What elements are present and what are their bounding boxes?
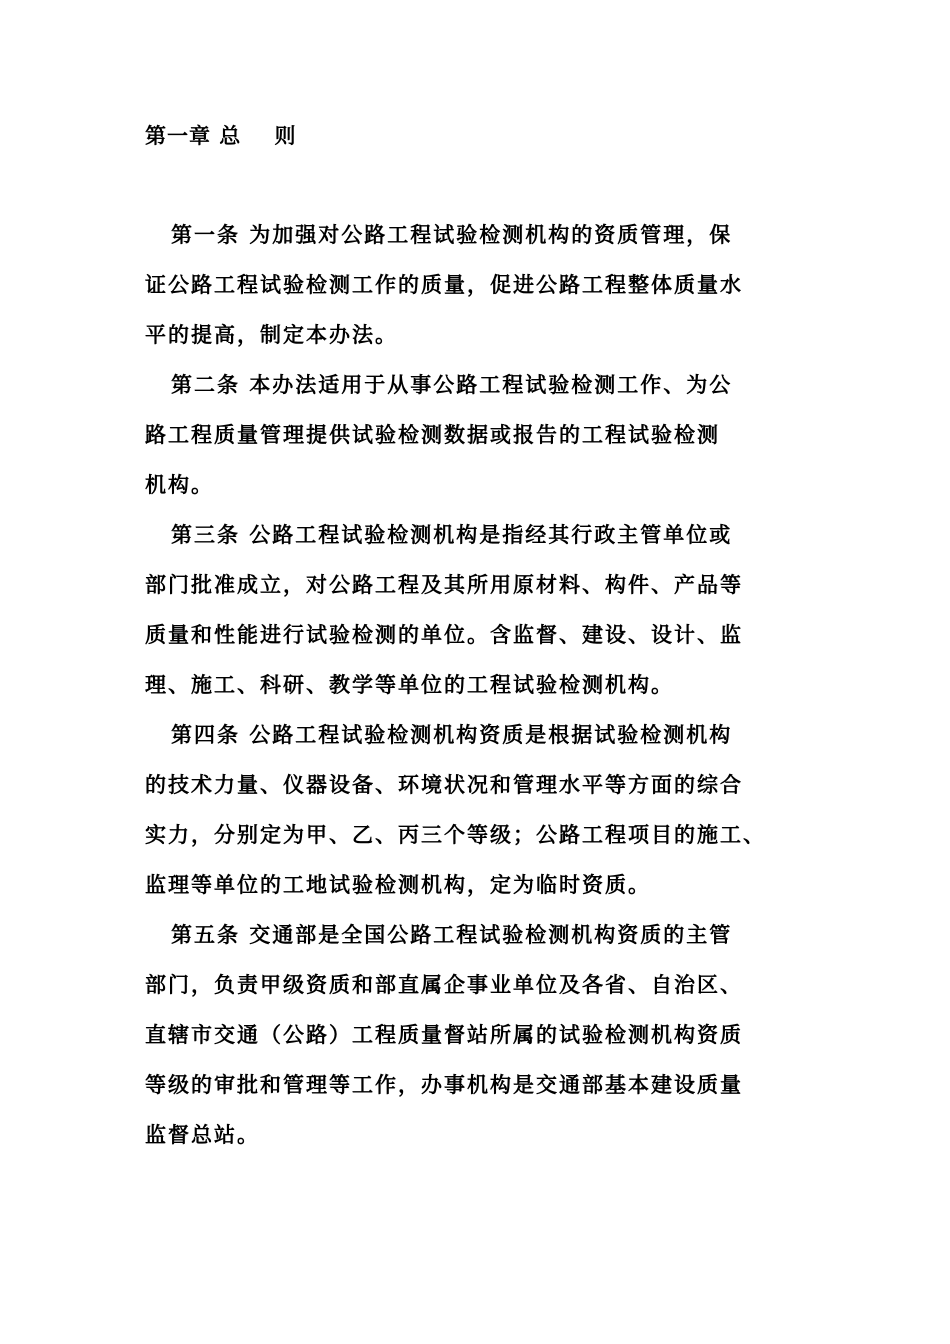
text-line: 第一条 为加强对公路工程试验检测机构的资质管理，保 — [171, 223, 733, 247]
text-line: 实力，分别定为甲、乙、丙三个等级；公路工程项目的施工、 — [145, 823, 766, 847]
text-line: 第五条 交通部是全国公路工程试验检测机构资质的主管 — [171, 923, 733, 947]
text-line: 部门批准成立，对公路工程及其所用原材料、构件、产品等 — [145, 573, 743, 597]
text-line: 部门，负责甲级资质和部直属企事业单位及各省、自治区、 — [145, 973, 743, 997]
text-line: 监督总站。 — [145, 1123, 260, 1147]
text-line: 第二条 本办法适用于从事公路工程试验检测工作、为公 — [171, 373, 733, 397]
text-line: 第三条 公路工程试验检测机构是指经其行政主管单位或 — [171, 523, 733, 547]
text-line: 路工程质量管理提供试验检测数据或报告的工程试验检测 — [145, 423, 720, 447]
text-line: 等级的审批和管理等工作，办事机构是交通部基本建设质量 — [145, 1073, 743, 1097]
chapter-heading: 第一章 总 则 — [145, 124, 297, 148]
body-text — [145, 216, 821, 1166]
text-line: 直辖市交通（公路）工程质量督站所属的试验检测机构资质 — [145, 1023, 743, 1047]
text-line: 的技术力量、仪器设备、环境状况和管理水平等方面的综合 — [145, 773, 743, 797]
text-line: 机构。 — [145, 473, 214, 497]
text-line: 证公路工程试验检测工作的质量，促进公路工程整体质量水 — [145, 273, 743, 297]
text-line: 平的提高，制定本办法。 — [145, 323, 398, 347]
text-line: 理、施工、科研、教学等单位的工程试验检测机构。 — [145, 673, 674, 697]
text-line: 质量和性能进行试验检测的单位。含监督、建设、设计、监 — [145, 623, 743, 647]
text-line: 监理等单位的工地试验检测机构，定为临时资质。 — [145, 873, 651, 897]
text-line: 第四条 公路工程试验检测机构资质是根据试验检测机构 — [171, 723, 733, 747]
